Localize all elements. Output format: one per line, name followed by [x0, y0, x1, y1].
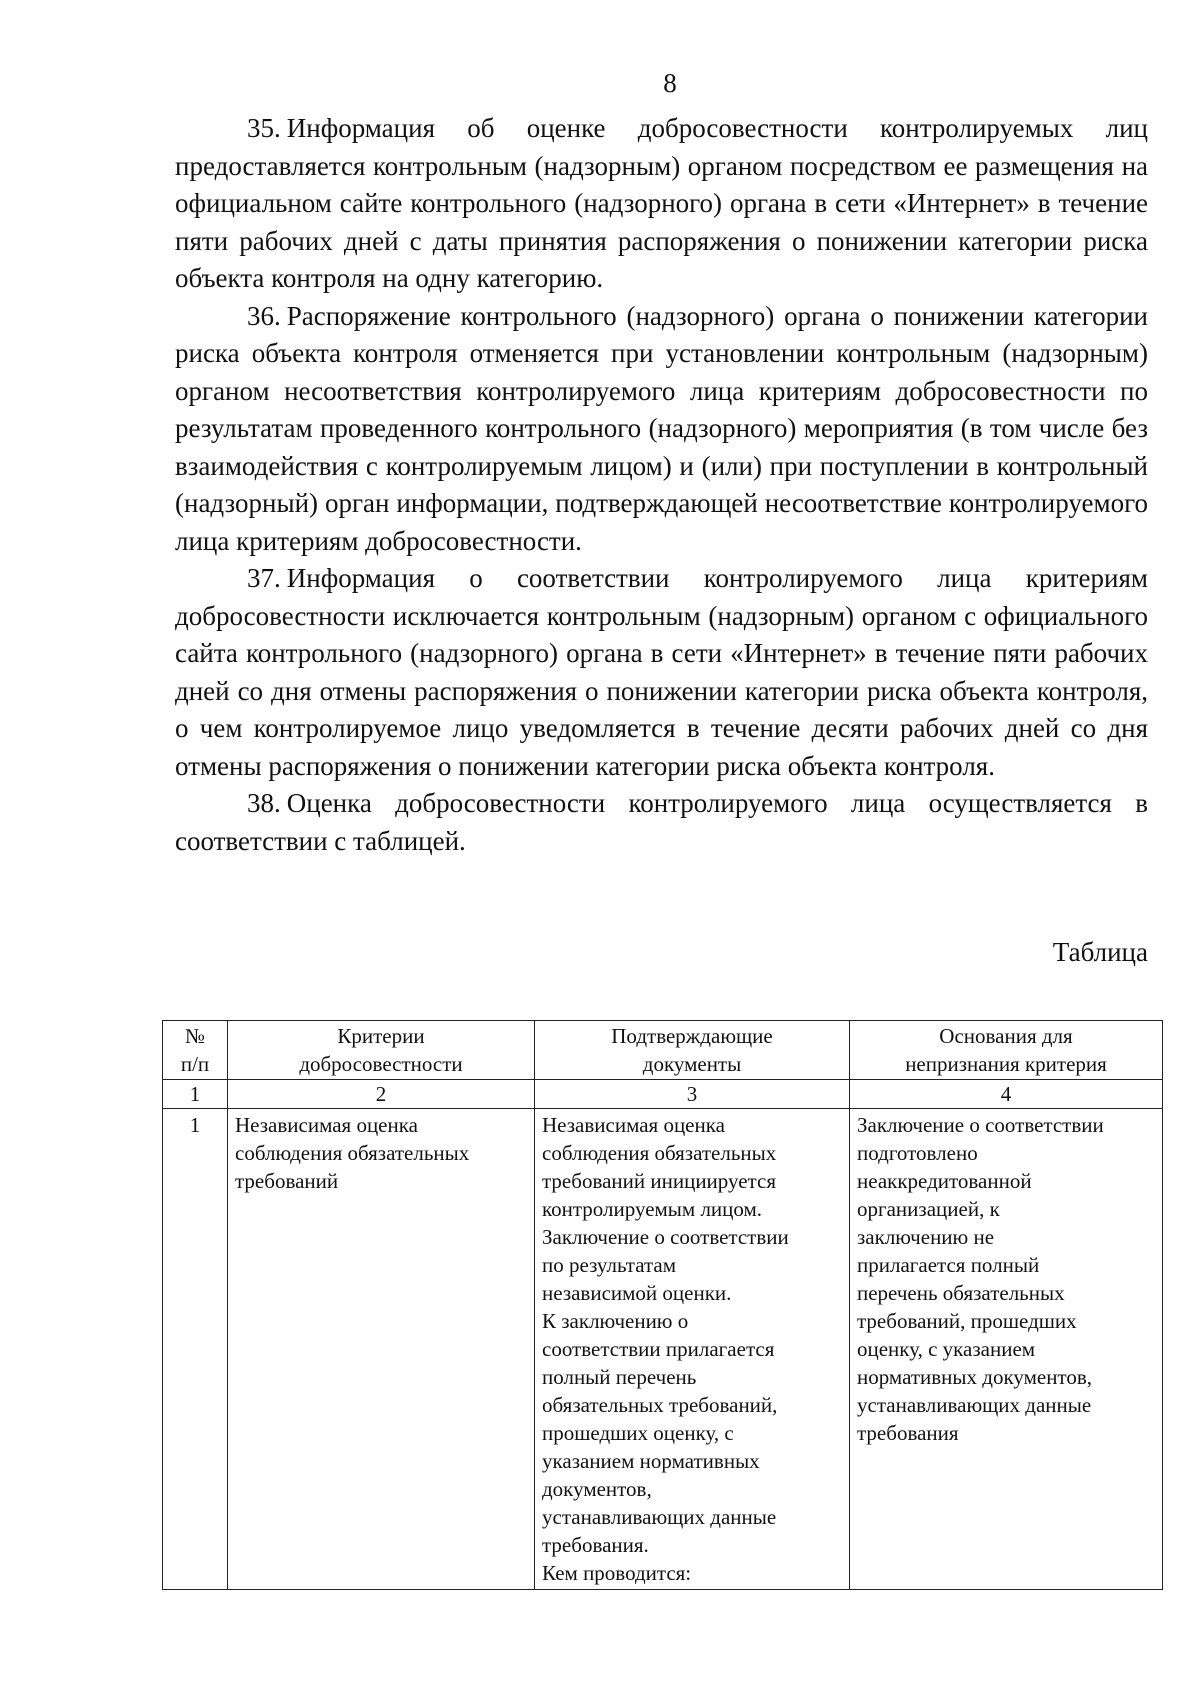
cell-text-line: прилагается полный	[857, 1253, 1040, 1277]
header-line: Подтверждающие	[611, 1024, 773, 1048]
column-number: 1	[163, 1080, 228, 1109]
cell-text-line: требований инициируется	[542, 1169, 776, 1193]
paragraph-38	[175, 785, 1148, 860]
cell-text-line: требований	[235, 1169, 339, 1193]
table-header-row	[163, 1021, 1163, 1080]
criteria-cell	[228, 1109, 535, 1590]
cell-text-line: документов,	[542, 1477, 652, 1501]
cell-text-line: подготовлено	[857, 1141, 978, 1165]
cell-text-line: Независимая оценка	[235, 1113, 418, 1137]
column-number: 3	[535, 1080, 850, 1109]
paragraph-number: 38.	[247, 788, 281, 818]
paragraph-text: Информация об оценке добросовестности контролируемых лиц предоставляется контрольным (надзорным) органом посредством ее размещения на официальном сайте контрольного (надзорного) органа в сети «Интернет» в течение пяти рабочих дней с даты принятия распоряжения о понижении категории риска объекта контроля на одну категорию.	[175, 113, 1148, 293]
header-documents	[535, 1021, 850, 1080]
cell-text-line: требования	[857, 1421, 959, 1445]
cell-text-line: устанавливающих данные	[857, 1393, 1092, 1417]
paragraph-36	[175, 298, 1148, 561]
paragraph-text: Оценка добросовестности контролируемого лица осуществляется в соответствии с таблицей.	[175, 788, 1148, 856]
cell-text-line: требований, прошедших	[857, 1309, 1077, 1333]
cell-text-line: независимой оценки.	[542, 1281, 732, 1305]
cell-text-line: Кем проводится:	[542, 1561, 692, 1585]
header-line: п/п	[180, 1052, 210, 1076]
cell-text-line: требования.	[542, 1533, 649, 1557]
column-number-row	[163, 1080, 1163, 1109]
table-row	[163, 1109, 1163, 1590]
paragraph-number: 35.	[247, 113, 281, 143]
header-line: непризнания критерия	[905, 1052, 1107, 1076]
header-line: Критерии	[337, 1024, 425, 1048]
cell-text-line: обязательных требований,	[542, 1393, 778, 1417]
cell-text-line: нормативных документов,	[857, 1365, 1092, 1389]
cell-text-line: контролируемым лицом.	[542, 1197, 763, 1221]
paragraph-text: Информация о соответствии контролируемого лица критериям добросовестности исключается контрольным (надзорным) органом с официального сайта контрольного (надзорного) органа в сети «Интернет» в течение пяти рабочих дней со дня отмены распоряжения о понижении категории риска объекта контроля, о чем контролируемое лицо уведомляется в течение десяти рабочих дней со дня отмены распоряжения о понижении категории риска объекта контроля.	[175, 563, 1148, 781]
paragraph-number: 36.	[247, 300, 281, 331]
header-line: документы	[642, 1052, 742, 1076]
table-caption: Таблица	[1052, 937, 1148, 967]
body-text	[175, 110, 1148, 860]
cell-text-line: указанием нормативных	[542, 1449, 760, 1473]
cell-text-line: организацией, к	[857, 1197, 1000, 1221]
cell-text-line: перечень обязательных	[857, 1281, 1065, 1305]
cell-text-line: по результатам	[542, 1253, 677, 1277]
cell-text-line: устанавливающих данные	[542, 1505, 777, 1529]
paragraph-number: 37.	[247, 563, 281, 593]
grounds-cell	[850, 1109, 1163, 1590]
cell-text-line: К заключению о	[542, 1309, 689, 1333]
header-line: Основания для	[939, 1024, 1073, 1048]
criteria-table	[162, 1020, 1163, 1590]
cell-text-line: соблюдения обязательных	[542, 1141, 777, 1165]
header-number	[163, 1021, 228, 1080]
documents-cell	[535, 1109, 850, 1590]
paragraph-text: Распоряжение контрольного (надзорного) органа о понижении категории риска объекта контроля отменяется при установлении контрольным (надзорным) органом несоответствия контролируемого лица критериям добросовестности по результатам проведенного контрольного (надзорного) мероприятия (в том числе без взаимодействия с контролируемым лицом) и (или) при поступлении в контрольный (надзорный) орган информации, подтверждающей несоответствие контролируемого лица критериям добросовестности.	[175, 300, 1148, 556]
header-line: №	[184, 1024, 206, 1048]
cell-text-line: неаккредитованной	[857, 1169, 1032, 1193]
column-number: 2	[228, 1080, 535, 1109]
cell-text-line: прошедших оценку, с	[542, 1421, 734, 1445]
paragraph-37	[175, 560, 1148, 785]
page-number: 8	[663, 68, 677, 98]
header-criteria	[228, 1021, 535, 1080]
row-number: 1	[163, 1109, 228, 1590]
header-grounds	[850, 1021, 1163, 1080]
paragraph-35	[175, 110, 1148, 298]
cell-text-line: Заключение о соответствии	[857, 1113, 1104, 1137]
cell-text-line: оценку, с указанием	[857, 1337, 1036, 1361]
header-line: добросовестности	[299, 1052, 463, 1076]
cell-text-line: Независимая оценка	[542, 1113, 725, 1137]
cell-text-line: заключению не	[857, 1225, 995, 1249]
column-number: 4	[850, 1080, 1163, 1109]
cell-text-line: соблюдения обязательных	[235, 1141, 470, 1165]
cell-text-line: соответствии прилагается	[542, 1337, 775, 1361]
cell-text-line: Заключение о соответствии	[542, 1225, 789, 1249]
cell-text-line: полный перечень	[542, 1365, 697, 1389]
